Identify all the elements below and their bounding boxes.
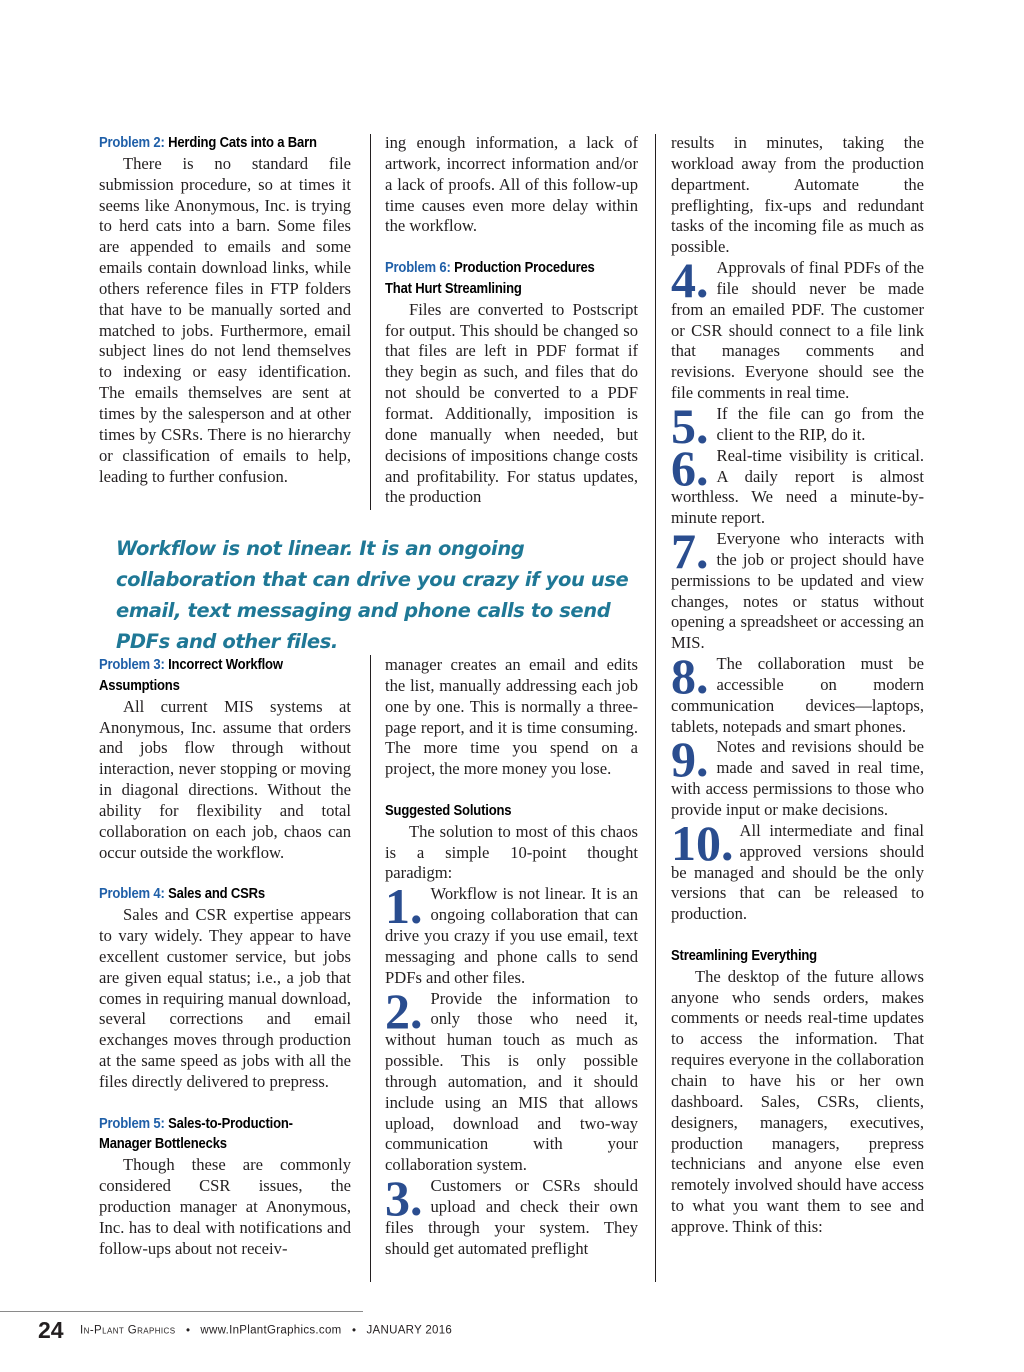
publication-name: In-Plant Graphics bbox=[80, 1324, 176, 1337]
problem-6-title-line-1: Production Procedures bbox=[454, 260, 595, 277]
problem-6-title-line-2: That Hurt Streamlining bbox=[385, 280, 522, 297]
problem-5-heading bbox=[99, 1114, 326, 1135]
column-2-lower bbox=[385, 655, 638, 1259]
problem-2-title: Herding Cats into a Barn bbox=[168, 135, 317, 151]
spacer bbox=[99, 863, 351, 884]
solution-text-1: Workflow is not linear. It is an ongoing collaboration that can drive you crazy if you use email, text messaging and phone calls to send PDFs and other files. bbox=[385, 884, 638, 987]
solution-item-5 bbox=[671, 404, 924, 446]
solution-3-continued-text: results in minutes, taking the workload away from the production department. Automate the preflighting, fix-ups and redundant tasks of the incoming file as much as possible. bbox=[671, 133, 924, 257]
column-1-lower bbox=[99, 655, 351, 1259]
issue-date: JANUARY 2016 bbox=[366, 1324, 453, 1337]
solution-number-5: 5. bbox=[671, 403, 709, 446]
streamlining-text: The desktop of the future allows anyone who sends orders, makes comments or needs real-time updates to access the information. That requires everyone in the collaboration chain to have his or her own dashboard. Sales, CSRs, clients, designers, managers, executives, production managers, prepress technicians and anyone else even remotely involved should have access to what you want them to see and approve. Think of this: bbox=[671, 966, 924, 1236]
solution-item-10 bbox=[671, 821, 924, 925]
solution-item-1 bbox=[385, 884, 638, 988]
solution-text-6: Real-time visibility is critical. A daily report is almost worthless. We need a minute-by-minute report. bbox=[671, 445, 924, 528]
solution-number-7: 7. bbox=[671, 529, 709, 580]
problem-3-number: Problem 3: bbox=[99, 657, 165, 673]
problem-4-text: Sales and CSR expertise appears to vary widely. They appear to have excellent customer service, but jobs are given equal status; i.e., a job that comes in requiring manual download, several corrections and email exchanges moves through production at the same speed as jobs with all the files directly delivered to prepress. bbox=[99, 905, 351, 1091]
solution-number-2: 2. bbox=[385, 988, 423, 1039]
problem-5-continued-text: ing enough information, a lack of artwork, incorrect information and/or a lack of proofs. All of this follow-up time causes even more delay within the workflow. bbox=[385, 133, 638, 236]
streamlining-heading: Streamlining Everything bbox=[671, 947, 817, 964]
solution-text-9: Notes and revisions should be made and saved in real time, with access permissions to those who provide input or make decisions. bbox=[671, 737, 924, 819]
solution-number-1: 1. bbox=[385, 884, 423, 935]
solution-item-9 bbox=[671, 737, 924, 820]
problem-6-continued-text: manager creates an email and edits the list, manually addressing each job one by one. This is normally a three-page report, and it is time consuming. The more time you spend on a project, the more money you lose. bbox=[385, 655, 638, 779]
solution-item-8 bbox=[671, 654, 924, 737]
suggested-solutions-heading: Suggested Solutions bbox=[385, 802, 512, 819]
problem-2-heading bbox=[99, 133, 326, 154]
problem-3-title-line-2: Assumptions bbox=[99, 677, 180, 694]
solution-text-8: The collaboration must be accessible on modern communication devices—laptops, tablets, notepads and smart phones. bbox=[671, 654, 924, 736]
solution-text-5: If the file can go from the client to the RIP, do it. bbox=[716, 403, 924, 444]
problem-3-title-line-1: Incorrect Workflow bbox=[168, 657, 283, 673]
solution-text-10: All intermediate and final approved versions should be managed and should be the only versions that can be released to production. bbox=[671, 820, 924, 924]
problem-2-text: There is no standard file submission procedure, so at times it seems like Anonymous, Inc. is trying to herd cats into a barn. Some files are appended to emails and some emails contain download links, while others reference files in FTP folders that have to be manually sorted and matched to jobs. Furthermore, email subject lines do not lend themselves to indexing or easy identification. The emails themselves are sent at times by the salesperson and at other times by CSRs. There is no hierarchy or classification of emails to help, leading to further confusion. bbox=[99, 153, 351, 486]
problem-6-number: Problem 6: bbox=[385, 260, 451, 277]
suggested-solutions-intro: The solution to most of this chaos is a simple 10-point thought paradigm: bbox=[385, 821, 638, 883]
spacer bbox=[385, 237, 638, 258]
solution-number-8: 8. bbox=[671, 654, 709, 705]
footer-separator-2: • bbox=[352, 1324, 357, 1337]
page-footer bbox=[38, 1317, 452, 1344]
problem-5-number: Problem 5: bbox=[99, 1115, 165, 1132]
spacer bbox=[671, 925, 924, 946]
website-link[interactable]: www.InPlantGraphics.com bbox=[200, 1324, 342, 1337]
footer-rule bbox=[0, 1311, 363, 1312]
spacer bbox=[385, 780, 638, 801]
column-2-upper bbox=[385, 133, 638, 508]
problem-6-text: Files are converted to Postscript for output. This should be changed so that files are left in PDF format if they begin as such, and files that do not should be converted to a PDF format. Additionally, imposition is done manually when needed, but decisions of impositions change costs and profitability. For status updates, the production bbox=[385, 299, 638, 507]
problem-6-heading bbox=[385, 258, 613, 279]
solution-number-10: 10. bbox=[671, 820, 734, 871]
solution-number-3: 3. bbox=[385, 1176, 423, 1227]
footer-separator-1: • bbox=[185, 1324, 190, 1337]
solution-text-3: Customers or CSRs should upload and check their own files through your system. They should get automated preflight bbox=[385, 1176, 638, 1258]
pull-quote: Workflow is not linear. It is an ongoing collaboration that can drive you crazy if you use email, text messaging and phone calls to send PDFs and other files. bbox=[116, 537, 629, 653]
problem-4-number: Problem 4: bbox=[99, 886, 165, 903]
solution-item-3 bbox=[385, 1176, 638, 1259]
solution-item-2 bbox=[385, 989, 638, 1177]
solution-item-7 bbox=[671, 529, 924, 654]
spacer bbox=[99, 1093, 351, 1114]
problem-3-text: All current MIS systems at Anonymous, Inc. assume that orders and jobs flow through without interaction, never stopping or moving in diagonal directions. Without the ability for flexibility and total collaboration on each job, chaos can occur outside the workflow. bbox=[99, 696, 351, 862]
solution-number-4: 4. bbox=[671, 258, 709, 309]
solution-number-6: 6. bbox=[671, 445, 709, 496]
column-1-upper bbox=[99, 133, 351, 487]
problem-4-title: Sales and CSRs bbox=[168, 886, 265, 903]
problem-5-title-line-2: Manager Bottlenecks bbox=[99, 1136, 227, 1153]
problem-2-number: Problem 2: bbox=[99, 135, 165, 151]
problem-5-title-line-1: Sales-to-Production- bbox=[168, 1115, 293, 1132]
solution-text-4: Approvals of final PDFs of the file should never be made from an emailed PDF. The customer or CSR should connect to a file link that manages comments and revisions. Everyone should see the file comments in real time. bbox=[671, 258, 924, 403]
problem-3-heading bbox=[99, 655, 326, 676]
column-rule-2 bbox=[655, 134, 656, 1282]
column-3 bbox=[671, 133, 924, 1238]
solution-item-4 bbox=[671, 258, 924, 404]
solution-text-7: Everyone who interacts with the job or project should have permissions to be updated and view changes, notes or status without opening a spreadsheet or accessing an MIS. bbox=[671, 529, 924, 653]
solution-text-2: Provide the information to only those who need it, without human touch as much as possible. This is only possible through automation, and it should include using an MIS that allows upload, download and two-way communication with your collaboration system. bbox=[385, 988, 638, 1175]
column-rule-1-upper bbox=[370, 134, 371, 510]
solution-item-6 bbox=[671, 446, 924, 529]
problem-5-text: Though these are commonly considered CSR issues, the production manager at Anonymous, Inc. has to deal with notifications and follow-ups about not receiv- bbox=[99, 1155, 351, 1258]
column-rule-1-lower bbox=[370, 655, 371, 1282]
page-number: 24 bbox=[38, 1317, 64, 1343]
solution-number-9: 9. bbox=[671, 737, 709, 788]
problem-4-heading bbox=[99, 884, 326, 905]
